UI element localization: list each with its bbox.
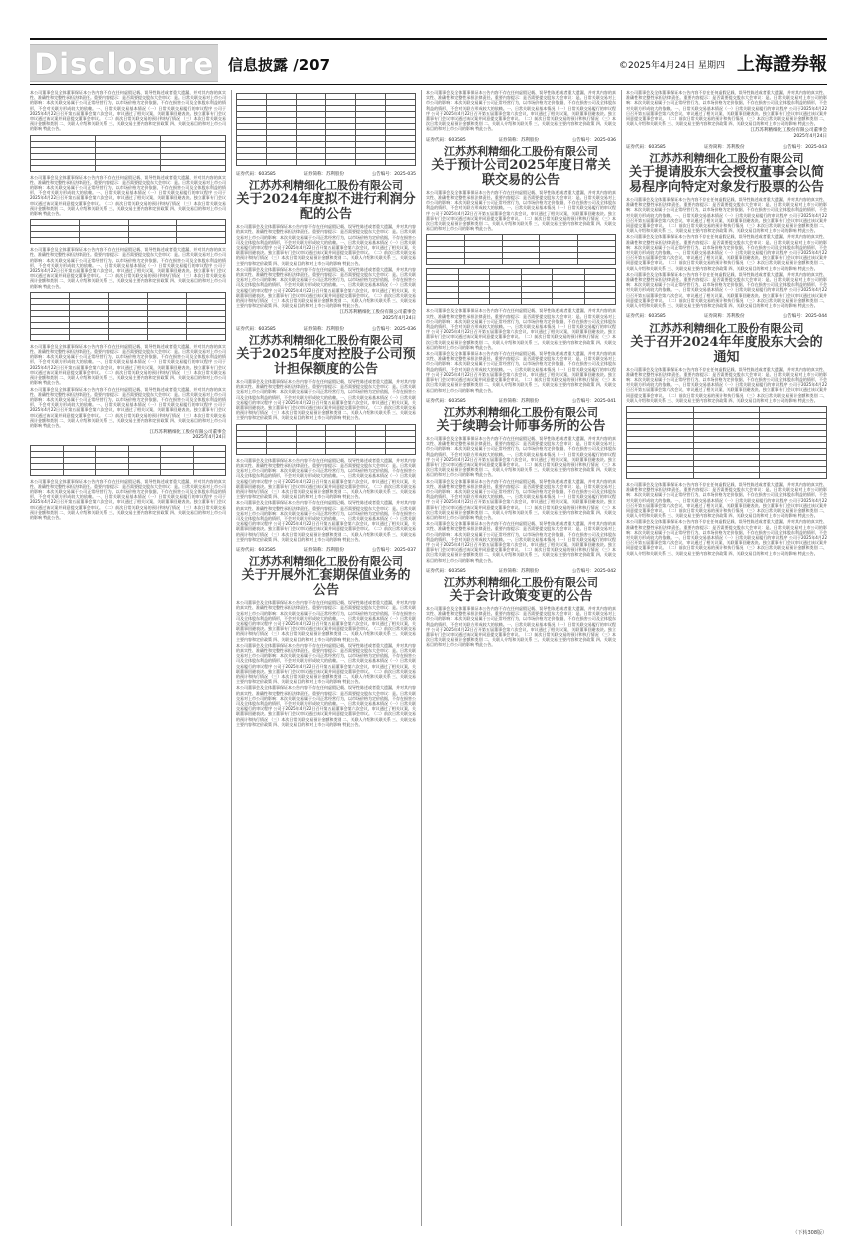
body-text: 本公司董事会及全体董事保证本公告内容不存在任何虚假记载、误导性陈述或者重大遗漏，并对其内容的真实性、准确性和完整性承担法律责任。重要内容提示：是否需要提交股东大会审议：是。日常关联交易对上市公司的影响：本次关联交易属于公司正常经营行为，以市场价格为定价依据，不存在损害公司及全体股东利益的情形，不会对关联方形成较大的依赖。一、日常关联交易基本情况（一）日常关联交易履行的审议程序 公司于2025年4月22日召开第五届董事会第六次会议，审议通过了相关议案，关联董事回避表决。独立董事专门会议审议通过该议案并同意提交董事会审议。（二）前次日常关联交易的预计和执行情况 （三）本次日常关联交易预计金额和类别 二、关联人介绍和关联关系 三、关联交易主要内容和定价政策 四、关联交易目的和对上市公司的影响 特此公告。	[30, 478, 226, 520]
announcement-title: 江苏苏利精细化工股份有限公司 关于召开2024年年度股东大会的通知	[630, 321, 823, 365]
body-text: 本公司董事会及全体董事保证本公告内容不存在任何虚假记载、误导性陈述或者重大遗漏，并对其内容的真实性、准确性和完整性承担法律责任。重要内容提示：是否需要提交股东大会审议：是。日常关联交易对上市公司的影响：本次关联交易属于公司正常经营行为，以市场价格为定价依据，不存在损害公司及全体股东利益的情形，不会对关联方形成较大的依赖。一、日常关联交易基本情况（一）日常关联交易履行的审议程序 公司于2025年4月22日召开第五届董事会第六次会议，审议通过了相关议案，关联董事回避表决。独立董事专门会议审议通过该议案并同意提交董事会审议。（二）前次日常关联交易的预计和执行情况 （三）本次日常关联交易预计金额和类别 二、关联人介绍和关联关系 三、关联交易主要内容和定价政策 四、关联交易目的和对上市公司的影响 特此公告。	[30, 386, 226, 428]
announcement-title: 江苏苏利精细化工股份有限公司 关于会计政策变更的公告	[444, 575, 598, 604]
body-text: 本公司董事会及全体董事保证本公告内容不存在任何虚假记载、误导性陈述或者重大遗漏，并对其内容的真实性、准确性和完整性承担法律责任。重要内容提示：是否需要提交股东大会审议：是。日常关联交易对上市公司的影响：本次关联交易属于公司正常经营行为，以市场价格为定价依据，不存在损害公司及全体股东利益的情形，不会对关联方形成较大的依赖。一、日常关联交易基本情况（一）日常关联交易履行的审议程序 公司于2025年4月22日召开第五届董事会第六次会议，审议通过了相关议案，关联董事回避表决。独立董事专门会议审议通过该议案并同意提交董事会审议。（二）前次日常关联交易的预计和执行情况 （三）本次日常关联交易预计金额和类别 二、关联人介绍和关联关系 三、关联交易主要内容和定价政策 四、关联交易目的和对上市公司的影响 特此公告。	[426, 351, 616, 393]
body-text: 本公司董事会及全体董事保证本公告内容不存在任何虚假记载、误导性陈述或者重大遗漏，并对其内容的真实性、准确性和完整性承担法律责任。重要内容提示：是否需要提交股东大会审议：是。日常关联交易对上市公司的影响：本次关联交易属于公司正常经营行为，以市场价格为定价依据，不存在损害公司及全体股东利益的情形，不会对关联方形成较大的依赖。一、日常关联交易基本情况（一）日常关联交易履行的审议程序 公司于2025年4月22日召开第五届董事会第六次会议，审议通过了相关议案，关联董事回避表决。独立董事专门会议审议通过该议案并同意提交董事会审议。（二）前次日常关联交易的预计和执行情况 （三）本次日常关联交易预计金额和类别 二、关联人介绍和关联关系 三、关联交易主要内容和定价政策 四、关联交易目的和对上市公司的影响 特此公告。	[236, 224, 416, 266]
stock-line: 证券代码：603585 证券简称：苏利股份 公告编号：2025-041	[426, 398, 616, 404]
announcement-title: 江苏苏利精细化工股份有限公司 关于预计公司2025年度日常关联交易的公告	[431, 144, 611, 188]
newspaper-logo: 上海證券報	[737, 54, 827, 75]
column-2-content	[236, 93, 416, 727]
section-title: 信息披露 /207	[228, 56, 331, 74]
column-3	[426, 90, 616, 1226]
body-text: 本公司董事会及全体董事保证本公告内容不存在任何虚假记载、误导性陈述或者重大遗漏，并对其内容的真实性、准确性和完整性承担法律责任。重要内容提示：是否需要提交股东大会审议：是。日常关联交易对上市公司的影响：本次关联交易属于公司正常经营行为，以市场价格为定价依据，不存在损害公司及全体股东利益的情形，不会对关联方形成较大的依赖。一、日常关联交易基本情况（一）日常关联交易履行的审议程序 公司于2025年4月22日召开第五届董事会第六次会议，审议通过了相关议案，关联董事回避表决。独立董事专门会议审议通过该议案并同意提交董事会审议。（二）前次日常关联交易的预计和执行情况 （三）本次日常关联交易预计金额和类别 二、关联人介绍和关联关系 三、关联交易主要内容和定价政策 四、关联交易目的和对上市公司的影响 特此公告。	[626, 234, 827, 271]
section-latin-title: Disclosure	[34, 47, 215, 81]
announcement-title: 江苏苏利精细化工股份有限公司 关于2024年度拟不进行利润分配的公告	[236, 179, 416, 223]
data-table	[30, 219, 226, 244]
stock-line: 证券代码：603585 证券简称：苏利股份 公告编号：2025-037	[236, 547, 416, 553]
body-text: 本公司董事会及全体董事保证本公告内容不存在任何虚假记载、误导性陈述或者重大遗漏，并对其内容的真实性、准确性和完整性承担法律责任。重要内容提示：是否需要提交股东大会审议：是。日常关联交易对上市公司的影响：本次关联交易属于公司正常经营行为，以市场价格为定价依据，不存在损害公司及全体股东利益的情形，不会对关联方形成较大的依赖。一、日常关联交易基本情况（一）日常关联交易履行的审议程序 公司于2025年4月22日召开第五届董事会第六次会议，审议通过了相关议案，关联董事回避表决。独立董事专门会议审议通过该议案并同意提交董事会审议。（二）前次日常关联交易的预计和执行情况 （三）本次日常关联交易预计金额和类别 二、关联人介绍和关联关系 三、关联交易主要内容和定价政策 四、关联交易目的和对上市公司的影响 特此公告。	[626, 271, 827, 309]
body-text: 本公司董事会及全体董事保证本公告内容不存在任何虚假记载、误导性陈述或者重大遗漏，并对其内容的真实性、准确性和完整性承担法律责任。重要内容提示：是否需要提交股东大会审议：是。日常关联交易对上市公司的影响：本次关联交易属于公司正常经营行为，以市场价格为定价依据，不存在损害公司及全体股东利益的情形，不会对关联方形成较大的依赖。一、日常关联交易基本情况（一）日常关联交易履行的审议程序 公司于2025年4月22日召开第五届董事会第六次会议，审议通过了相关议案，关联董事回避表决。独立董事专门会议审议通过该议案并同意提交董事会审议。（二）前次日常关联交易的预计和执行情况 （三）本次日常关联交易预计金额和类别 二、关联人介绍和关联关系 三、关联交易主要内容和定价政策 四、关联交易目的和对上市公司的影响 特此公告。	[426, 435, 616, 478]
data-table	[426, 268, 616, 305]
board-signature: 江苏苏利精细化工股份有限公司董事会 2025年4月24日	[750, 128, 827, 139]
body-text: 本公司董事会及全体董事保证本公告内容不存在任何虚假记载、误导性陈述或者重大遗漏，并对其内容的真实性、准确性和完整性承担法律责任。重要内容提示：是否需要提交股东大会审议：是。日常关联交易对上市公司的影响：本次关联交易属于公司正常经营行为，以市场价格为定价依据，不存在损害公司及全体股东利益的情形，不会对关联方形成较大的依赖。一、日常关联交易基本情况（一）日常关联交易履行的审议程序 公司于2025年4月22日召开第五届董事会第六次会议，审议通过了相关议案，关联董事回避表决。独立董事专门会议审议通过该议案并同意提交董事会审议。（二）前次日常关联交易的预计和执行情况 （三）本次日常关联交易预计金额和类别 二、关联人介绍和关联关系 三、关联交易主要内容和定价政策 四、关联交易目的和对上市公司的影响 特此公告。	[30, 247, 226, 289]
stock-line: 证券代码：603585 证券简称：苏利股份 公告编号：2025-043	[626, 144, 827, 150]
data-table	[426, 234, 616, 265]
column-1	[30, 90, 226, 1226]
stock-line: 证券代码：603585 证券简称：苏利股份 公告编号：2025-044	[626, 314, 827, 320]
masthead	[30, 44, 827, 82]
body-text: 本公司董事会及全体董事保证本公告内容不存在任何虚假记载、误导性陈述或者重大遗漏，并对其内容的真实性、准确性和完整性承担法律责任。重要内容提示：是否需要提交股东大会审议：是。日常关联交易对上市公司的影响：本次关联交易属于公司正常经营行为，以市场价格为定价依据，不存在损害公司及全体股东利益的情形，不会对关联方形成较大的依赖。一、日常关联交易基本情况（一）日常关联交易履行的审议程序 公司于2025年4月22日召开第五届董事会第六次会议，审议通过了相关议案，关联董事回避表决。独立董事专门会议审议通过该议案并同意提交董事会审议。（二）前次日常关联交易的预计和执行情况 （三）本次日常关联交易预计金额和类别 二、关联人介绍和关联关系 三、关联交易主要内容和定价政策 四、关联交易目的和对上市公司的影响 特此公告。	[426, 521, 616, 563]
body-text: 本公司董事会及全体董事保证本公告内容不存在任何虚假记载、误导性陈述或者重大遗漏，并对其内容的真实性、准确性和完整性承担法律责任。重要内容提示：是否需要提交股东大会审议：是。日常关联交易对上市公司的影响：本次关联交易属于公司正常经营行为，以市场价格为定价依据，不存在损害公司及全体股东利益的情形，不会对关联方形成较大的依赖。一、日常关联交易基本情况（一）日常关联交易履行的审议程序 公司于2025年4月22日召开第五届董事会第六次会议，审议通过了相关议案，关联董事回避表决。独立董事专门会议审议通过该议案并同意提交董事会审议。（二）前次日常关联交易的预计和执行情况 （三）本次日常关联交易预计金额和类别 二、关联人介绍和关联关系 三、关联交易主要内容和定价政策 四、关联交易目的和对上市公司的影响 特此公告。	[626, 366, 827, 403]
announcement-title: 江苏苏利精细化工股份有限公司 关于提请股东大会授权董事会以简易程序向特定对象发行股票的公告	[628, 152, 824, 196]
top-rule	[30, 38, 827, 40]
data-table	[30, 292, 226, 341]
section-banner	[30, 44, 218, 82]
header-rule	[30, 84, 827, 85]
body-text: 本公司董事会及全体董事保证本公告内容不存在任何虚假记载、误导性陈述或者重大遗漏，并对其内容的真实性、准确性和完整性承担法律责任。重要内容提示：是否需要提交股东大会审议：是。日常关联交易对上市公司的影响：本次关联交易属于公司正常经营行为，以市场价格为定价依据，不存在损害公司及全体股东利益的情形，不会对关联方形成较大的依赖。一、日常关联交易基本情况（一）日常关联交易履行的审议程序 公司于2025年4月22日召开第五届董事会第六次会议，审议通过了相关议案，关联董事回避表决。独立董事专门会议审议通过该议案并同意提交董事会审议。（二）前次日常关联交易的预计和执行情况 （三）本次日常关联交易预计金额和类别 二、关联人介绍和关联关系 三、关联交易主要内容和定价政策 四、关联交易目的和对上市公司的影响 特此公告。	[236, 500, 416, 542]
body-text: 本公司董事会及全体董事保证本公告内容不存在任何虚假记载、误导性陈述或者重大遗漏，并对其内容的真实性、准确性和完整性承担法律责任。重要内容提示：是否需要提交股东大会审议：是。日常关联交易对上市公司的影响：本次关联交易属于公司正常经营行为，以市场价格为定价依据，不存在损害公司及全体股东利益的情形，不会对关联方形成较大的依赖。一、日常关联交易基本情况（一）日常关联交易履行的审议程序 公司于2025年4月22日召开第五届董事会第六次会议，审议通过了相关议案，关联董事回避表决。独立董事专门会议审议通过该议案并同意提交董事会审议。（二）前次日常关联交易的预计和执行情况 （三）本次日常关联交易预计金额和类别 二、关联人介绍和关联关系 三、关联交易主要内容和定价政策 四、关联交易目的和对上市公司的影响 特此公告。	[426, 478, 616, 520]
data-table	[30, 135, 226, 172]
announcement-title: 江苏苏利精细化工股份有限公司 关于续聘会计师事务所的公告	[436, 405, 606, 434]
stock-line: 证券代码：603585 证券简称：苏利股份 公告编号：2025-036	[426, 137, 616, 143]
column-4	[626, 90, 827, 1226]
announcement-title: 江苏苏利精细化工股份有限公司 关于2025年度对控股子公司预计担保额度的公告	[236, 334, 416, 378]
data-table	[236, 424, 416, 455]
body-text: 本公司董事会及全体董事保证本公告内容不存在任何虚假记载、误导性陈述或者重大遗漏，并对其内容的真实性、准确性和完整性承担法律责任。重要内容提示：是否需要提交股东大会审议：是。日常关联交易对上市公司的影响：本次关联交易属于公司正常经营行为，以市场价格为定价依据，不存在损害公司及全体股东利益的情形，不会对关联方形成较大的依赖。一、日常关联交易基本情况（一）日常关联交易履行的审议程序 公司于2025年4月22日召开第五届董事会第六次会议，审议通过了相关议案，关联董事回避表决。独立董事专门会议审议通过该议案并同意提交董事会审议。（二）前次日常关联交易的预计和执行情况 （三）本次日常关联交易预计金额和类别 二、关联人介绍和关联关系 三、关联交易主要内容和定价政策 四、关联交易目的和对上市公司的影响 特此公告。	[236, 379, 416, 421]
data-table	[236, 93, 416, 166]
column-divider	[621, 90, 622, 1226]
data-table	[30, 445, 226, 476]
body-text: 本公司董事会及全体董事保证本公告内容不存在任何虚假记载、误导性陈述或者重大遗漏，并对其内容的真实性、准确性和完整性承担法律责任。重要内容提示：是否需要提交股东大会审议：是。日常关联交易对上市公司的影响：本次关联交易属于公司正常经营行为，以市场价格为定价依据，不存在损害公司及全体股东利益的情形，不会对关联方形成较大的依赖。一、日常关联交易基本情况（一）日常关联交易履行的审议程序 公司于2025年4月22日召开第五届董事会第六次会议，审议通过了相关议案，关联董事回避表决。独立董事专门会议审议通过该议案并同意提交董事会审议。（二）前次日常关联交易的预计和执行情况 （三）本次日常关联交易预计金额和类别 二、关联人介绍和关联关系 三、关联交易主要内容和定价政策 四、关联交易目的和对上市公司的影响 特此公告。	[626, 90, 827, 127]
column-4-content	[626, 90, 827, 556]
issue-date: ©2025年4月24日 星期四	[619, 61, 725, 71]
body-text: 本公司董事会及全体董事保证本公告内容不存在任何虚假记载、误导性陈述或者重大遗漏，并对其内容的真实性、准确性和完整性承担法律责任。重要内容提示：是否需要提交股东大会审议：是。日常关联交易对上市公司的影响：本次关联交易属于公司正常经营行为，以市场价格为定价依据，不存在损害公司及全体股东利益的情形，不会对关联方形成较大的依赖。一、日常关联交易基本情况（一）日常关联交易履行的审议程序 公司于2025年4月22日召开第五届董事会第六次会议，审议通过了相关议案，关联董事回避表决。独立董事专门会议审议通过该议案并同意提交董事会审议。（二）前次日常关联交易的预计和执行情况 （三）本次日常关联交易预计金额和类别 二、关联人介绍和关联关系 三、关联交易主要内容和定价政策 四、关联交易目的和对上市公司的影响 特此公告。	[426, 90, 616, 132]
data-table	[626, 406, 827, 479]
stock-line: 证券代码：603585 证券简称：苏利股份 公告编号：2025-036	[236, 326, 416, 332]
body-text: 本公司董事会及全体董事保证本公告内容不存在任何虚假记载、误导性陈述或者重大遗漏，并对其内容的真实性、准确性和完整性承担法律责任。重要内容提示：是否需要提交股东大会审议：是。日常关联交易对上市公司的影响：本次关联交易属于公司正常经营行为，以市场价格为定价依据，不存在损害公司及全体股东利益的情形，不会对关联方形成较大的依赖。一、日常关联交易基本情况（一）日常关联交易履行的审议程序 公司于2025年4月22日召开第五届董事会第六次会议，审议通过了相关议案，关联董事回避表决。独立董事专门会议审议通过该议案并同意提交董事会审议。（二）前次日常关联交易的预计和执行情况 （三）本次日常关联交易预计金额和类别 二、关联人介绍和关联关系 三、关联交易主要内容和定价政策 四、关联交易目的和对上市公司的影响 特此公告。	[626, 519, 827, 556]
body-text: 本公司董事会及全体董事保证本公告内容不存在任何虚假记载、误导性陈述或者重大遗漏，并对其内容的真实性、准确性和完整性承担法律责任。重要内容提示：是否需要提交股东大会审议：是。日常关联交易对上市公司的影响：本次关联交易属于公司正常经营行为，以市场价格为定价依据，不存在损害公司及全体股东利益的情形，不会对关联方形成较大的依赖。一、日常关联交易基本情况（一）日常关联交易履行的审议程序 公司于2025年4月22日召开第五届董事会第六次会议，审议通过了相关议案，关联董事回避表决。独立董事专门会议审议通过该议案并同意提交董事会审议。（二）前次日常关联交易的预计和执行情况 （三）本次日常关联交易预计金额和类别 二、关联人介绍和关联关系 三、关联交易主要内容和定价政策 四、关联交易目的和对上市公司的影响 特此公告。	[626, 481, 827, 519]
announcement-title: 江苏苏利精细化工股份有限公司 关于开展外汇套期保值业务的公告	[241, 555, 411, 599]
body-text: 本公司董事会及全体董事保证本公告内容不存在任何虚假记载、误导性陈述或者重大遗漏，并对其内容的真实性、准确性和完整性承担法律责任。重要内容提示：是否需要提交股东大会审议：是。日常关联交易对上市公司的影响：本次关联交易属于公司正常经营行为，以市场价格为定价依据，不存在损害公司及全体股东利益的情形，不会对关联方形成较大的依赖。一、日常关联交易基本情况（一）日常关联交易履行的审议程序 公司于2025年4月22日召开第五届董事会第六次会议，审议通过了相关议案，关联董事回避表决。独立董事专门会议审议通过该议案并同意提交董事会审议。（二）前次日常关联交易的预计和执行情况 （三）本次日常关联交易预计金额和类别 二、关联人介绍和关联关系 三、关联交易主要内容和定价政策 四、关联交易目的和对上市公司的影响 特此公告。	[30, 90, 226, 132]
body-text: 本公司董事会及全体董事保证本公告内容不存在任何虚假记载、误导性陈述或者重大遗漏，并对其内容的真实性、准确性和完整性承担法律责任。重要内容提示：是否需要提交股东大会审议：是。日常关联交易对上市公司的影响：本次关联交易属于公司正常经营行为，以市场价格为定价依据，不存在损害公司及全体股东利益的情形，不会对关联方形成较大的依赖。一、日常关联交易基本情况（一）日常关联交易履行的审议程序 公司于2025年4月22日召开第五届董事会第六次会议，审议通过了相关议案，关联董事回避表决。独立董事专门会议审议通过该议案并同意提交董事会审议。（二）前次日常关联交易的预计和执行情况 （三）本次日常关联交易预计金额和类别 二、关联人介绍和关联关系 三、关联交易主要内容和定价政策 四、关联交易目的和对上市公司的影响 特此公告。	[236, 266, 416, 309]
body-text: 本公司董事会及全体董事保证本公告内容不存在任何虚假记载、误导性陈述或者重大遗漏，并对其内容的真实性、准确性和完整性承担法律责任。重要内容提示：是否需要提交股东大会审议：是。日常关联交易对上市公司的影响：本次关联交易属于公司正常经营行为，以市场价格为定价依据，不存在损害公司及全体股东利益的情形，不会对关联方形成较大的依赖。一、日常关联交易基本情况（一）日常关联交易履行的审议程序 公司于2025年4月22日召开第五届董事会第六次会议，审议通过了相关议案，关联董事回避表决。独立董事专门会议审议通过该议案并同意提交董事会审议。（二）前次日常关联交易的预计和执行情况 （三）本次日常关联交易预计金额和类别 二、关联人介绍和关联关系 三、关联交易主要内容和定价政策 四、关联交易目的和对上市公司的影响 特此公告。	[30, 343, 226, 386]
body-text: 本公司董事会及全体董事保证本公告内容不存在任何虚假记载、误导性陈述或者重大遗漏，并对其内容的真实性、准确性和完整性承担法律责任。重要内容提示：是否需要提交股东大会审议：是。日常关联交易对上市公司的影响：本次关联交易属于公司正常经营行为，以市场价格为定价依据，不存在损害公司及全体股东利益的情形，不会对关联方形成较大的依赖。一、日常关联交易基本情况（一）日常关联交易履行的审议程序 公司于2025年4月22日召开第五届董事会第六次会议，审议通过了相关议案，关联董事回避表决。独立董事专门会议审议通过该议案并同意提交董事会审议。（二）前次日常关联交易的预计和执行情况 （三）本次日常关联交易预计金额和类别 二、关联人介绍和关联关系 三、关联交易主要内容和定价政策 四、关联交易目的和对上市公司的影响 特此公告。	[426, 308, 616, 350]
body-text: 本公司董事会及全体董事保证本公告内容不存在任何虚假记载、误导性陈述或者重大遗漏，并对其内容的真实性、准确性和完整性承担法律责任。重要内容提示：是否需要提交股东大会审议：是。日常关联交易对上市公司的影响：本次关联交易属于公司正常经营行为，以市场价格为定价依据，不存在损害公司及全体股东利益的情形，不会对关联方形成较大的依赖。一、日常关联交易基本情况（一）日常关联交易履行的审议程序 公司于2025年4月22日召开第五届董事会第六次会议，审议通过了相关议案，关联董事回避表决。独立董事专门会议审议通过该议案并同意提交董事会审议。（二）前次日常关联交易的预计和执行情况 （三）本次日常关联交易预计金额和类别 二、关联人介绍和关联关系 三、关联交易主要内容和定价政策 四、关联交易目的和对上市公司的影响 特此公告。	[426, 189, 616, 232]
body-text: 本公司董事会及全体董事保证本公告内容不存在任何虚假记载、误导性陈述或者重大遗漏，并对其内容的真实性、准确性和完整性承担法律责任。重要内容提示：是否需要提交股东大会审议：是。日常关联交易对上市公司的影响：本次关联交易属于公司正常经营行为，以市场价格为定价依据，不存在损害公司及全体股东利益的情形，不会对关联方形成较大的依赖。一、日常关联交易基本情况（一）日常关联交易履行的审议程序 公司于2025年4月22日召开第五届董事会第六次会议，审议通过了相关议案，关联董事回避表决。独立董事专门会议审议通过该议案并同意提交董事会审议。（二）前次日常关联交易的预计和执行情况 （三）本次日常关联交易预计金额和类别 二、关联人介绍和关联关系 三、关联交易主要内容和定价政策 四、关联交易目的和对上市公司的影响 特此公告。	[30, 174, 226, 217]
stock-line: 证券代码：603585 证券简称：苏利股份 公告编号：2025-035	[236, 172, 416, 177]
column-3-content	[426, 90, 616, 648]
body-text: 本公司董事会及全体董事保证本公告内容不存在任何虚假记载、误导性陈述或者重大遗漏，并对其内容的真实性、准确性和完整性承担法律责任。重要内容提示：是否需要提交股东大会审议：是。日常关联交易对上市公司的影响：本次关联交易属于公司正常经营行为，以市场价格为定价依据，不存在损害公司及全体股东利益的情形，不会对关联方形成较大的依赖。一、日常关联交易基本情况（一）日常关联交易履行的审议程序 公司于2025年4月22日召开第五届董事会第六次会议，审议通过了相关议案，关联董事回避表决。独立董事专门会议审议通过该议案并同意提交董事会审议。（二）前次日常关联交易的预计和执行情况 （三）本次日常关联交易预计金额和类别 二、关联人介绍和关联关系 三、关联交易主要内容和定价政策 四、关联交易目的和对上市公司的影响 特此公告。	[236, 457, 416, 500]
continued-note: （下转308版）	[792, 1230, 827, 1236]
continued-text	[30, 90, 226, 520]
stock-line: 证券代码：603585 证券简称：苏利股份 公告编号：2025-042	[426, 568, 616, 574]
board-signature: 江苏苏利精细化工股份有限公司董事会 2025年4月24日	[339, 310, 416, 321]
column-2	[236, 90, 416, 1226]
body-text: 本公司董事会及全体董事保证本公告内容不存在任何虚假记载、误导性陈述或者重大遗漏，并对其内容的真实性、准确性和完整性承担法律责任。重要内容提示：是否需要提交股东大会审议：是。日常关联交易对上市公司的影响：本次关联交易属于公司正常经营行为，以市场价格为定价依据，不存在损害公司及全体股东利益的情形，不会对关联方形成较大的依赖。一、日常关联交易基本情况（一）日常关联交易履行的审议程序 公司于2025年4月22日召开第五届董事会第六次会议，审议通过了相关议案，关联董事回避表决。独立董事专门会议审议通过该议案并同意提交董事会审议。（二）前次日常关联交易的预计和执行情况 （三）本次日常关联交易预计金额和类别 二、关联人介绍和关联关系 三、关联交易主要内容和定价政策 四、关联交易目的和对上市公司的影响 特此公告。	[236, 600, 416, 642]
body-text: 本公司董事会及全体董事保证本公告内容不存在任何虚假记载、误导性陈述或者重大遗漏，并对其内容的真实性、准确性和完整性承担法律责任。重要内容提示：是否需要提交股东大会审议：是。日常关联交易对上市公司的影响：本次关联交易属于公司正常经营行为，以市场价格为定价依据，不存在损害公司及全体股东利益的情形，不会对关联方形成较大的依赖。一、日常关联交易基本情况（一）日常关联交易履行的审议程序 公司于2025年4月22日召开第五届董事会第六次会议，审议通过了相关议案，关联董事回避表决。独立董事专门会议审议通过该议案并同意提交董事会审议。（二）前次日常关联交易的预计和执行情况 （三）本次日常关联交易预计金额和类别 二、关联人介绍和关联关系 三、关联交易主要内容和定价政策 四、关联交易目的和对上市公司的影响 特此公告。	[426, 605, 616, 648]
body-text: 本公司董事会及全体董事保证本公告内容不存在任何虚假记载、误导性陈述或者重大遗漏，并对其内容的真实性、准确性和完整性承担法律责任。重要内容提示：是否需要提交股东大会审议：是。日常关联交易对上市公司的影响：本次关联交易属于公司正常经营行为，以市场价格为定价依据，不存在损害公司及全体股东利益的情形，不会对关联方形成较大的依赖。一、日常关联交易基本情况（一）日常关联交易履行的审议程序 公司于2025年4月22日召开第五届董事会第六次会议，审议通过了相关议案，关联董事回避表决。独立董事专门会议审议通过该议案并同意提交董事会审议。（二）前次日常关联交易的预计和执行情况 （三）本次日常关联交易预计金额和类别 二、关联人介绍和关联关系 三、关联交易主要内容和定价政策 四、关联交易目的和对上市公司的影响 特此公告。	[236, 642, 416, 685]
body-text: 本公司董事会及全体董事保证本公告内容不存在任何虚假记载、误导性陈述或者重大遗漏，并对其内容的真实性、准确性和完整性承担法律责任。重要内容提示：是否需要提交股东大会审议：是。日常关联交易对上市公司的影响：本次关联交易属于公司正常经营行为，以市场价格为定价依据，不存在损害公司及全体股东利益的情形，不会对关联方形成较大的依赖。一、日常关联交易基本情况（一）日常关联交易履行的审议程序 公司于2025年4月22日召开第五届董事会第六次会议，审议通过了相关议案，关联董事回避表决。独立董事专门会议审议通过该议案并同意提交董事会审议。（二）前次日常关联交易的预计和执行情况 （三）本次日常关联交易预计金额和类别 二、关联人介绍和关联关系 三、关联交易主要内容和定价政策 四、关联交易目的和对上市公司的影响 特此公告。	[626, 197, 827, 234]
column-divider	[231, 90, 232, 1226]
body-text: 本公司董事会及全体董事保证本公告内容不存在任何虚假记载、误导性陈述或者重大遗漏，并对其内容的真实性、准确性和完整性承担法律责任。重要内容提示：是否需要提交股东大会审议：是。日常关联交易对上市公司的影响：本次关联交易属于公司正常经营行为，以市场价格为定价依据，不存在损害公司及全体股东利益的情形，不会对关联方形成较大的依赖。一、日常关联交易基本情况（一）日常关联交易履行的审议程序 公司于2025年4月22日召开第五届董事会第六次会议，审议通过了相关议案，关联董事回避表决。独立董事专门会议审议通过该议案并同意提交董事会审议。（二）前次日常关联交易的预计和执行情况 （三）本次日常关联交易预计金额和类别 二、关联人介绍和关联关系 三、关联交易主要内容和定价政策 四、关联交易目的和对上市公司的影响 特此公告。	[236, 685, 416, 727]
column-divider	[421, 90, 422, 1226]
board-signature: 江苏苏利精细化工股份有限公司董事会 2025年4月24日	[149, 430, 226, 441]
